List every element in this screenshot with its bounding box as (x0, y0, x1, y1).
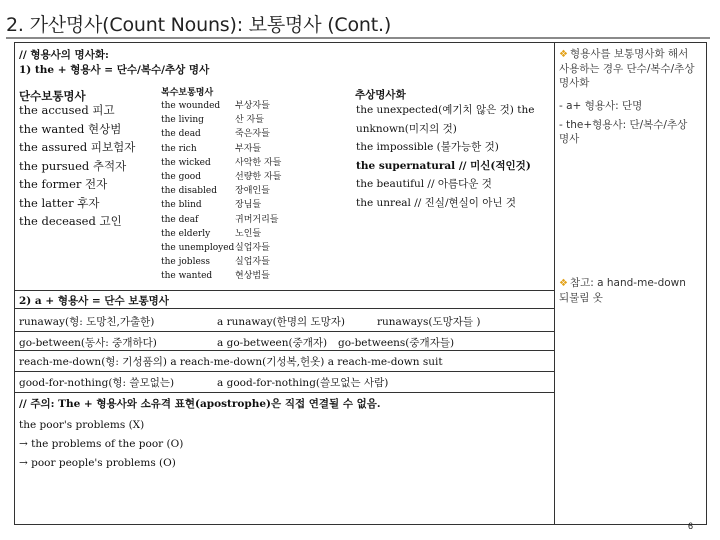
list-item: the elderly (161, 228, 211, 239)
section1-rule: 1) the + 형용사 = 단수/복수/추상 명사 (19, 64, 210, 76)
list-item: the assured 피보험자 (19, 140, 136, 154)
list-item: 노인들 (235, 228, 262, 239)
divider (15, 392, 554, 393)
row-gobetween-plural: go-betweens(중개자들) (338, 337, 455, 349)
list-item: the unemployed (161, 243, 235, 254)
row-goodfornothing-singular: a good-for-nothing(쓸모없는 사람) (217, 377, 389, 389)
list-item: the disabled (161, 186, 217, 197)
list-item: 부자들 (235, 143, 262, 154)
list-item: 부상자들 (235, 101, 270, 111)
side-note-text: 형용사를 보통명사화 해서 사용하는 경우 단수/복수/추상명사화 (559, 48, 695, 89)
page-title: 2. 가산명사(Count Nouns): 보통명사 (Cont.) (6, 14, 392, 36)
side-note-2: - a+ 형용사: 단명 (559, 100, 643, 112)
list-item: the former 전자 (19, 177, 108, 191)
bullet-icon: ❖ (559, 278, 568, 289)
list-item: the supernatural // 미신(적인것) (356, 159, 531, 172)
bullet-icon: ❖ (559, 49, 568, 60)
list-item: 선량한 자들 (235, 172, 282, 183)
list-item: the deaf (161, 214, 199, 225)
abstract-header: 추상명사화 (355, 89, 406, 101)
list-item: the rich (161, 143, 197, 154)
list-item: 귀머거리들 (235, 214, 279, 225)
caution-line: → the problems of the poor (O) (19, 438, 184, 450)
side-note-3: - the+형용사: 단/복수/추상 명사 (559, 119, 688, 145)
list-item: 장님들 (235, 200, 262, 211)
list-item: the dead (161, 129, 201, 140)
plural-list-en (161, 99, 234, 284)
row-runaway-singular: a runaway(한명의 도망자) (217, 316, 345, 328)
page-number: 6 (688, 521, 694, 531)
row-goodfornothing-base: good-for-nothing(형: 쓸모없는) (19, 377, 175, 389)
list-item: the jobless (161, 257, 211, 268)
list-item: 실업자들 (235, 257, 270, 268)
abstract-list (356, 101, 534, 212)
singular-header: 단수보통명사 (19, 89, 86, 103)
divider (15, 290, 554, 291)
list-item: the wanted (161, 271, 213, 282)
section2-rule: 2) a + 형용사 = 단수 보통명사 (19, 295, 169, 307)
divider (15, 308, 554, 309)
divider (15, 350, 554, 351)
list-item: 현상범들 (235, 271, 270, 282)
list-item: the impossible (불가능한 것) (356, 141, 499, 153)
list-item: 사악한 자들 (235, 157, 282, 168)
divider (15, 331, 554, 332)
plural-header: 복수보통명사 (161, 88, 214, 98)
row-runaway-plural: runaways(도망자들 ) (377, 316, 481, 328)
list-item: the latter 후자 (19, 195, 100, 210)
list-item: 죽은자들 (235, 129, 270, 140)
list-item: the good (161, 172, 201, 183)
list-item: unknown(미지의 것) (356, 122, 457, 135)
list-item: the wounded (161, 101, 221, 111)
section1-heading: // 형용사의 명사화: (19, 49, 109, 61)
singular-list (19, 101, 135, 231)
divider (15, 371, 554, 372)
list-item: the pursued 추적자 (19, 158, 127, 173)
row-runaway-base: runaway(형: 도망친,가출한) (19, 316, 155, 328)
main-content-box (14, 42, 555, 525)
list-item: the accused 피고 (19, 103, 115, 117)
side-note-4 (559, 276, 699, 305)
list-item: 실업자들 (235, 243, 270, 254)
list-item: the wanted 현상범 (19, 121, 122, 136)
list-item: the deceased 고인 (19, 214, 122, 228)
list-item: the unexpected(예기치 않은 것) the (356, 104, 535, 116)
caution-text: // 주의: The + 형용사와 소유격 표현(apostrophe)은 직접 연결될 수 없음. (19, 398, 381, 410)
list-item: the unreal // 진실/현실이 아닌 것 (356, 196, 517, 209)
side-note-1 (559, 47, 699, 90)
side-notes-column (555, 42, 707, 525)
row-reachmedown: reach-me-down(형: 기성품의) a reach-me-down(기성복,헌옷) a reach-me-down suit (19, 356, 443, 368)
plural-list-ko (235, 99, 281, 284)
list-item: the beautiful // 아름다운 것 (356, 178, 492, 190)
side-note-text: 참고: a hand-me-down 되물림 옷 (559, 277, 686, 304)
caution-line: → poor people's problems (O) (19, 457, 176, 469)
row-gobetween-base: go-between(동사: 중개하다) (19, 337, 157, 349)
list-item: 산 자들 (235, 115, 264, 126)
list-item: the wicked (161, 157, 211, 168)
caution-lines (19, 416, 183, 473)
list-item: 장애인들 (235, 186, 270, 197)
row-gobetween-singular: a go-between(중개자) (217, 337, 328, 349)
caution-line: the poor's problems (X) (19, 419, 145, 431)
list-item: the blind (161, 200, 202, 211)
title-underline (6, 37, 710, 39)
list-item: the living (161, 115, 204, 126)
